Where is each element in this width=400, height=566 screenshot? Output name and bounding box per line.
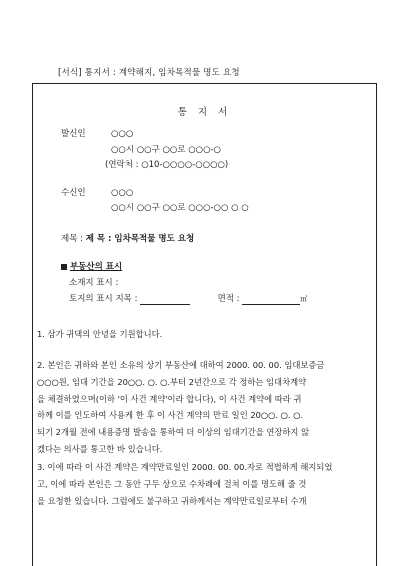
receiver-address: ○○시 ○○구 ○○로 ○○○-○○ ○ ○	[111, 203, 249, 213]
subject-line	[61, 234, 194, 245]
sender-name: ○○○	[111, 129, 134, 139]
property-location: 소재지 표시 :	[69, 278, 119, 288]
paragraph-1: 1. 삼가 귀댁의 안녕을 기원합니다.	[37, 329, 163, 339]
receiver-label: 수신인	[61, 188, 86, 198]
paragraph-2: 2. 본인은 귀하와 본인 소유의 상기 부동산에 대하여 2000. 00. 00. 임대보증금 ○○○원, 임대 기간을 20○○. ○. ○.부터 2년간으로 각 정하는 임대차계약 을 체결하였으며(이하 '이 사건 계약'이라 합니다), 이 사건 계약에 따라 귀 하께 이를 인도하여 사용케 한 후 이 사건 계약의 만료 일인 20○○. ○. ○. 되기 2개월 전에 내용증명 발송을 통하여 더 이상의 임대기간을 연장하지 않 겠다는 의사를 통고한 바 있습니다.	[37, 360, 325, 454]
area-unit: ㎡	[300, 295, 308, 303]
sender-address: ○○시 ○○구 ○○로 ○○○-○	[111, 145, 221, 155]
notice-document	[32, 83, 377, 566]
land-label: 토지의 표시 지목 :	[69, 294, 138, 304]
property-land	[69, 294, 307, 305]
property-heading: 부동산의 표시	[61, 262, 122, 273]
square-bullet-icon	[61, 264, 67, 270]
receiver-name: ○○○	[111, 188, 134, 198]
area-label: 면적 :	[217, 294, 240, 304]
paragraph-3: 3. 이에 따라 이 사건 계약은 계약만료일인 2000. 00. 00.자로 적법하게 해지되었 고, 이에 따라 본인은 그 동안 구두 상으로 수차례에 걸쳐 이를 명도해 줄 것 을 요청한 있습니다. 그럼에도 불구하고 귀하께서는 계약만료일로부터 수개	[37, 462, 333, 506]
area-blank	[242, 295, 300, 305]
document-caption: [서식] 통지서 : 계약해지, 임차목적물 명도 요청	[58, 68, 240, 78]
subject-prefix: 제목 :	[61, 234, 86, 244]
sender-label: 발신인	[61, 129, 86, 139]
sender-contact: (연락처 : ○10-○○○○-○○○○)	[105, 160, 229, 170]
subject-text: 제 목 : 임차목적물 명도 요청	[85, 234, 195, 244]
document-title: 통 지 서	[177, 107, 232, 118]
land-blank	[140, 295, 190, 305]
